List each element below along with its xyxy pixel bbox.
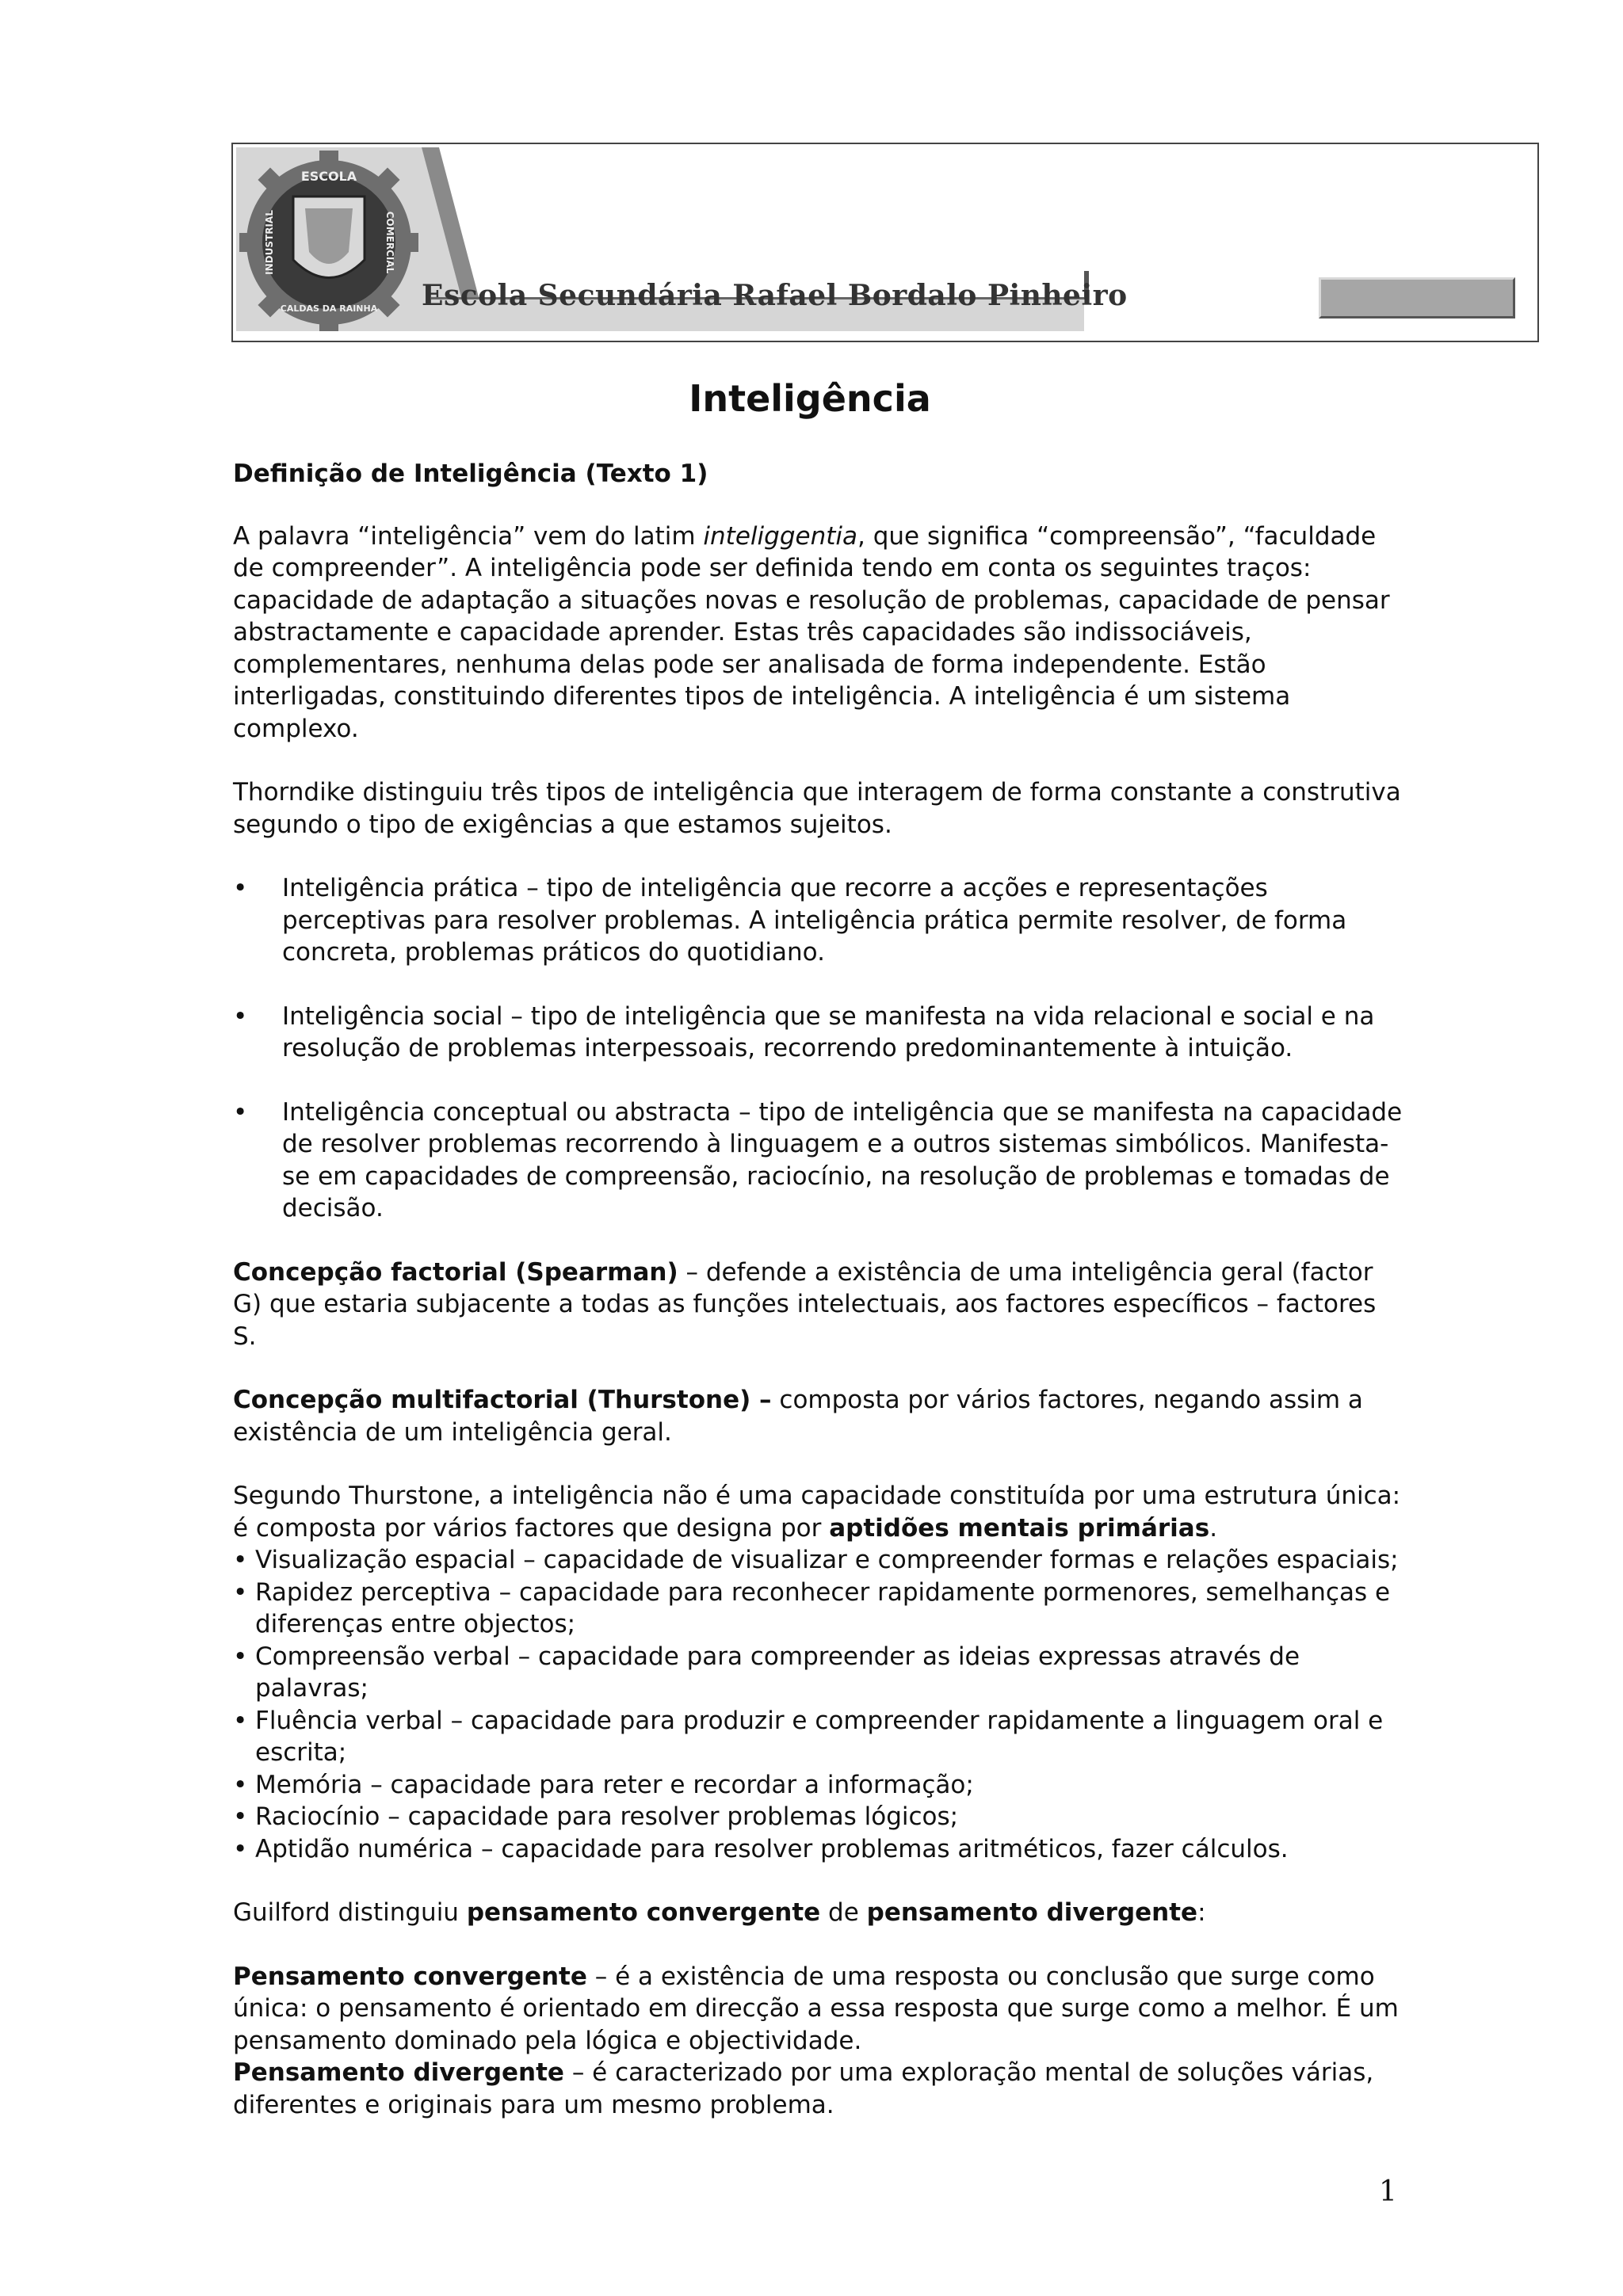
thurstone-detail-end: . bbox=[1209, 1513, 1218, 1543]
guilford-text-3: : bbox=[1197, 1898, 1206, 1927]
document-body bbox=[233, 458, 1406, 2121]
guilford-bold-2: pensamento divergente bbox=[866, 1898, 1198, 1927]
list-item: • Inteligência prática – tipo de inteligência que recorre a acções e representações perceptivas para resolver problemas. A inteligência prática permite resolver, de forma concreta, problemas práticos do quotidiano. bbox=[233, 872, 1406, 969]
list-item: • Inteligência social – tipo de inteligência que se manifesta na vida relacional e social e na resolução de problemas interpessoais, recorrendo predominantemente à intuição. bbox=[233, 1001, 1406, 1065]
list-item: • Rapidez perceptiva – capacidade para reconhecer rapidamente pormenores, semelhanças e diferenças entre objectos; bbox=[233, 1577, 1406, 1641]
section-heading: Definição de Inteligência (Texto 1) bbox=[233, 460, 708, 488]
spearman-label: Concepção factorial (Spearman) bbox=[233, 1257, 678, 1287]
convergent-text: – é a existência de uma resposta ou conclusão que surge como única: o pensamento é orientado em direcção a essa resposta que surge como a melhor. É um pensamento dominado pela lógica e objectividade. bbox=[233, 1962, 1399, 2055]
divergent-label: Pensamento divergente bbox=[233, 2058, 564, 2087]
list-item: • Inteligência conceptual ou abstracta – tipo de inteligência que se manifesta na capacidade de resolver problemas recorrendo à linguagem e a outros sistemas simbólicos. Manifesta-se em capacidades de compreensão, raciocínio, na resolução de problemas e tomadas de decisão. bbox=[233, 1097, 1406, 1225]
thurstone-label: Concepção multifactorial (Thurstone) – bbox=[233, 1386, 772, 1414]
thurstone-detail-text: Segundo Thurstone, a inteligência não é uma capacidade constituída por uma estrutura única: é composta por vários factores que designa por bbox=[233, 1482, 1401, 1543]
latin-term: inteliggentia bbox=[703, 521, 857, 551]
guilford-text-1: Guilford distinguiu bbox=[233, 1898, 467, 1927]
school-logo bbox=[238, 149, 420, 331]
school-name: Escola Secundária Rafael Bordalo Pinheiro bbox=[422, 279, 1128, 312]
header-gray-block bbox=[1319, 277, 1515, 318]
intro-paragraph bbox=[233, 521, 1406, 746]
aptitudes-list bbox=[233, 1544, 1406, 1865]
logo-text-left: INDUSTRIAL bbox=[264, 210, 275, 275]
page-number: 1 bbox=[1379, 2176, 1397, 2208]
thurstone-text: composta por vários factores, negando assim a existência de um inteligência geral. bbox=[233, 1386, 1363, 1447]
list-item: • Aptidão numérica – capacidade para resolver problemas aritméticos, fazer cálculos. bbox=[233, 1833, 1406, 1866]
logo-text-right: COMERCIAL bbox=[384, 211, 395, 274]
logo-text-top: ESCOLA bbox=[300, 169, 357, 184]
guilford-bold-1: pensamento convergente bbox=[466, 1898, 821, 1927]
spearman-paragraph bbox=[233, 1257, 1406, 1353]
thurstone-paragraph bbox=[233, 1384, 1406, 1448]
convergent-paragraph bbox=[233, 1961, 1406, 2058]
logo-text-bottom: CALDAS DA RAINHA bbox=[280, 303, 378, 314]
list-item: • Compreensão verbal – capacidade para compreender as ideias expressas através de palavras; bbox=[233, 1641, 1406, 1705]
list-item: • Raciocínio – capacidade para resolver problemas lógicos; bbox=[233, 1801, 1406, 1833]
primary-mental-abilities: aptidões mentais primárias bbox=[829, 1513, 1210, 1543]
intro-text-2: , que significa “compreensão”, “faculdade de compreender”. A inteligência pode ser definida tendo em conta os seguintes traços: capacidade de adaptação a situações novas e resolução de problemas, capacidade de pensar abstractamente e capacidade aprender. Estas três capacidades são indissociáveis, complementares, nenhuma delas pode ser analisada de forma independente. Estão interligadas, constituindo diferentes tipos de inteligência. A inteligência é um sistema complexo. bbox=[233, 521, 1390, 743]
list-item: • Fluência verbal – capacidade para produzir e compreender rapidamente a linguagem oral e escrita; bbox=[233, 1705, 1406, 1769]
list-item: • Memória – capacidade para reter e recordar a informação; bbox=[233, 1769, 1406, 1802]
divergent-paragraph bbox=[233, 2057, 1406, 2121]
thorndike-intro: Thorndike distinguiu três tipos de inteligência que interagem de forma constante a construtiva segundo o tipo de exigências a que estamos sujeitos. bbox=[233, 778, 1401, 839]
spearman-text: – defende a existência de uma inteligência geral (factor G) que estaria subjacente a todas as funções intelectuais, aos factores específicos – factores S. bbox=[233, 1257, 1377, 1351]
guilford-paragraph bbox=[233, 1897, 1406, 1929]
page-title: Inteligência bbox=[689, 377, 931, 420]
guilford-text-2: de bbox=[820, 1898, 867, 1927]
divergent-text: – é caracterizado por uma exploração mental de soluções várias, diferentes e originais para um mesmo problema. bbox=[233, 2058, 1374, 2119]
convergent-label: Pensamento convergente bbox=[233, 1962, 587, 1991]
thorndike-types-list bbox=[233, 872, 1406, 1225]
thurstone-detail bbox=[233, 1480, 1406, 1544]
intro-text-1: A palavra “inteligência” vem do latim bbox=[233, 521, 704, 551]
list-item: • Visualização espacial – capacidade de visualizar e compreender formas e relações espaciais; bbox=[233, 1544, 1406, 1577]
